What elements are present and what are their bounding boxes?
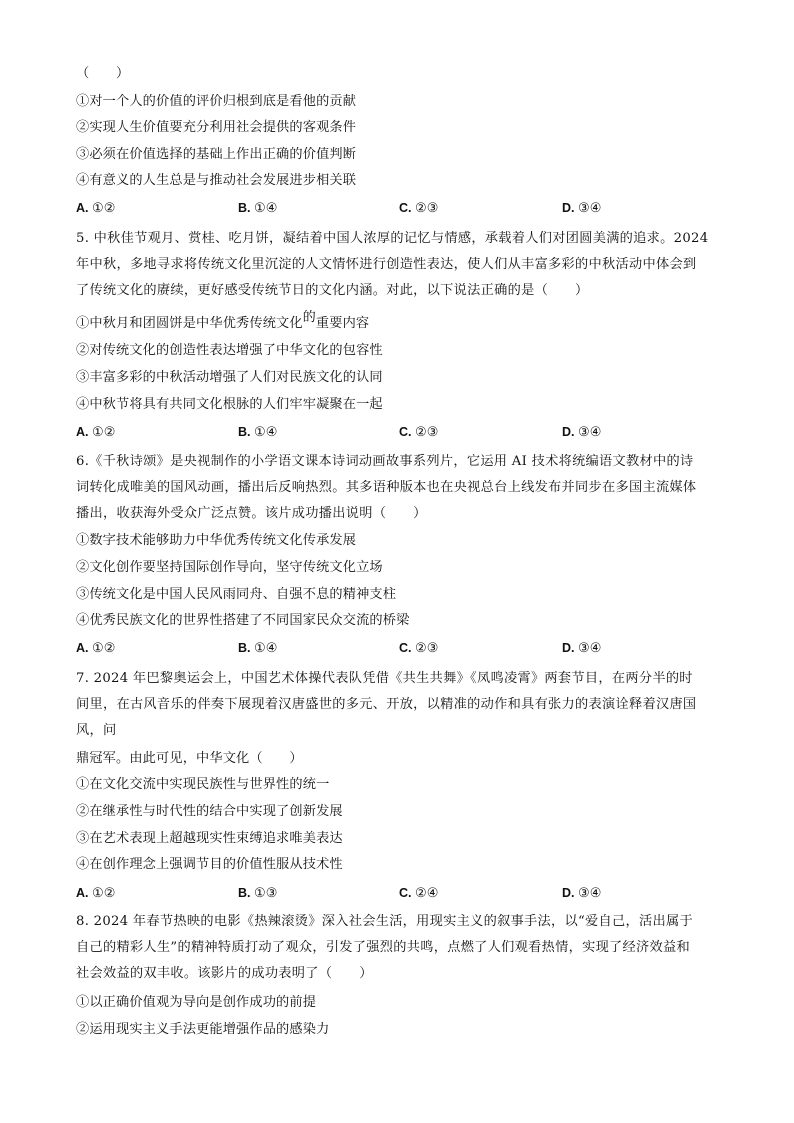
q5-stem: 5. 中秋佳节观月、赏桂、吃月饼，凝结着中国人浓厚的记忆与情感，承载着人们对团圆美满的追求。2024 年中秋，多地寻求将传统文化里沉淀的人文情怀进行创造性表达，使人们从丰富多彩的中秋活动中体会到 了传统文化的赓续，更好感受传统节日的文化内涵。对此，以下说法正确的是（ ） [76, 231, 709, 298]
q4-stem-tail: （ ） [76, 66, 130, 81]
q7-option-4: ④在创作理念上强调节目的价值性服从技术性 [76, 857, 343, 872]
q6-choice-d[interactable]: D. ③④ [562, 641, 602, 656]
q5-option-3: ③丰富多彩的中秋活动增强了人们对民族文化的认同 [76, 370, 383, 385]
q7-option-1: ①在文化交流中实现民族性与世界性的统一 [76, 777, 330, 792]
q7-choices [76, 884, 736, 902]
q8-option-2: ②运用现实主义手法更能增强作品的感染力 [76, 1022, 330, 1037]
q6-option-2: ②文化创作要坚持国际创作导向，坚守传统文化立场 [76, 560, 383, 575]
q5-option-2: ②对传统文化的创造性表达增强了中华文化的包容性 [76, 343, 383, 358]
q6-option-4: ④优秀民族文化的世界性搭建了不同国家民众交流的桥梁 [76, 613, 410, 628]
q4-option-3: ③必须在价值选择的基础上作出正确的价值判断 [76, 147, 357, 162]
q6-choice-b[interactable]: B. ①④ [238, 641, 278, 656]
q7-option-3: ③在艺术表现上超越现实性束缚追求唯美表达 [76, 831, 343, 846]
q7-stem-line4: 鼎冠军。由此可见，中华文化（ ） [76, 751, 303, 766]
q7-choice-b[interactable]: B. ①③ [238, 886, 278, 901]
q5-choice-a[interactable]: A. ①② [76, 425, 116, 440]
q8-option-1: ①以正确价值观为导向是创作成功的前提 [76, 995, 317, 1010]
q6-choices [76, 639, 736, 657]
q4-choice-b[interactable]: B. ①④ [238, 201, 278, 216]
q6-stem: 6.《千秋诗颂》是央视制作的小学语文课本诗词动画故事系列片，它运用 AI 技术将统编语文教材中的诗 词转化成唯美的国风动画，播出后反响热烈。其多语种版本也在央视总台上线发布并同步在多国主流媒体 播出，收获海外受众广泛点赞。该片成功播出说明（ ） [76, 454, 697, 521]
q4-choices [76, 199, 736, 217]
q4-option-2: ②实现人生价值要充分利用社会提供的客观条件 [76, 120, 357, 135]
q8-stem: 8. 2024 年春节热映的电影《热辣滚烫》深入社会生活，用现实主义的叙事手法，以“爱自己，活出属于 自己的精彩人生”的精神特质打动了观众，引发了强烈的共鸣，点燃了人们观看热情，实现了经济效益和 社会效益的双丰收。该影片的成功表明了（ ） [76, 914, 693, 981]
q7-stem: 7. 2024 年巴黎奥运会上，中国艺术体操代表队凭借《共生共舞》《凤鸣凌霄》两套节目，在两分半的时 间里，在古风音乐的伴奏下展现着汉唐盛世的多元、开放，以精准的动作和具有张力的表演诠释着汉唐国 风，问 [76, 671, 697, 738]
q6-option-1: ①数字技术能够助力中华优秀传统文化传承发展 [76, 533, 357, 548]
q4-option-1: ①对一个人的价值的评价归根到底是看他的贡献 [76, 94, 357, 109]
q5-choice-b[interactable]: B. ①④ [238, 425, 278, 440]
q7-choice-d[interactable]: D. ③④ [562, 886, 602, 901]
q6-choice-a[interactable]: A. ①② [76, 641, 116, 656]
q5-choice-c[interactable]: C. ②③ [399, 425, 439, 440]
q5-option-4: ④中秋节将具有共同文化根脉的人们牢牢凝聚在一起 [76, 397, 383, 412]
q6-choice-c[interactable]: C. ②③ [399, 641, 439, 656]
q7-choice-a[interactable]: A. ①② [76, 886, 116, 901]
q4-option-4: ④有意义的人生总是与推动社会发展进步相关联 [76, 173, 357, 188]
q4-choice-c[interactable]: C. ②③ [399, 201, 439, 216]
q6-option-3: ③传统文化是中国人民风雨同舟、自强不息的精神支柱 [76, 587, 397, 602]
q7-choice-c[interactable]: C. ②④ [399, 886, 439, 901]
q4-choice-a[interactable]: A. ①② [76, 201, 116, 216]
q5-option-1: ①中秋月和团圆饼是中华优秀传统文化的重要内容 [76, 310, 370, 331]
q5-choices [76, 423, 736, 441]
q7-option-2: ②在继承性与时代性的结合中实现了创新发展 [76, 804, 343, 819]
q5-choice-d[interactable]: D. ③④ [562, 425, 602, 440]
q4-choice-d[interactable]: D. ③④ [562, 201, 602, 216]
